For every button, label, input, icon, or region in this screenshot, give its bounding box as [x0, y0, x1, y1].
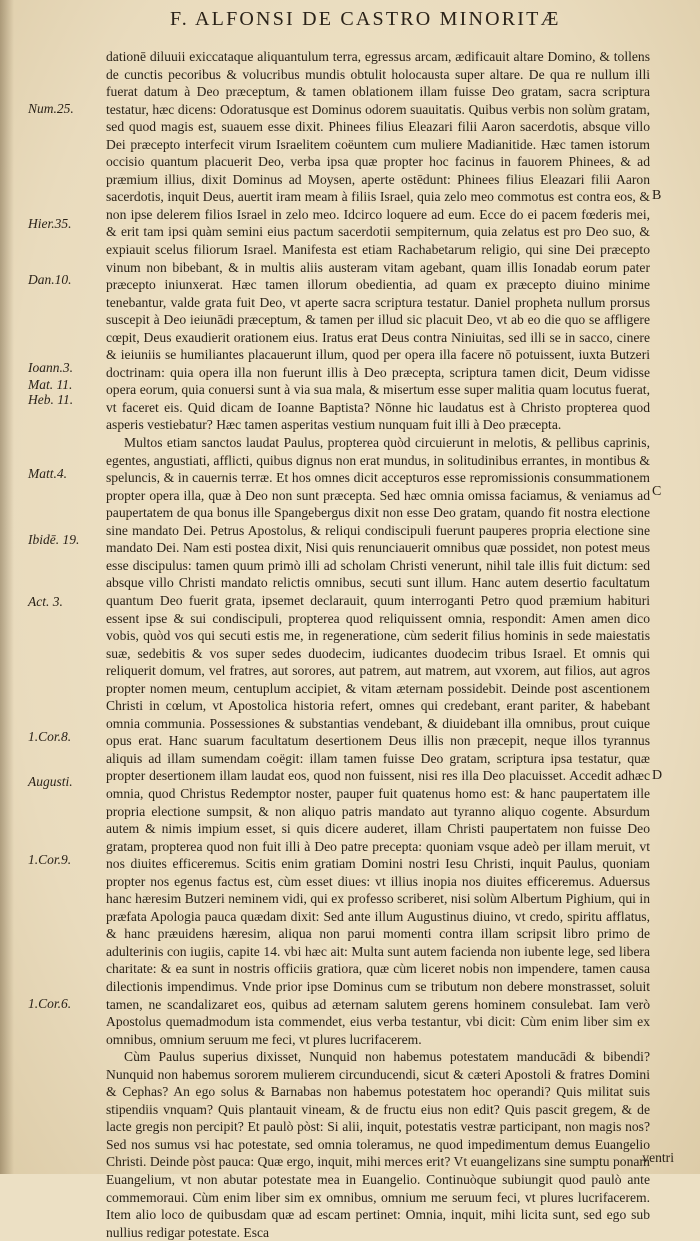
margin-note: Num.25.: [28, 101, 74, 116]
main-text-column: [106, 48, 650, 1241]
section-letters: [650, 0, 690, 1174]
section-letter: C: [652, 484, 662, 499]
paragraph: Multos etiam sanctos laudat Paulus, propterea quòd circuierunt in melotis, & pellibus caprinis, egentes, angustiati, afflicti, quibus dignus non erat mundus, in solitudinibus errantes, in montibus & speluncis, & in cauernis terræ. Et hos omnes dicit accepturos esse repromissionis consummationem propter opera illa, quæ à Deo non sunt præcepta. Sed hæc omnia omissa faciamus, & veniamus ad paupertatem de qua bonus ille Spangebergus dixit non esse Deo gratam, quando fit nostra electione sine mandato Dei. Petrus Apostolus, & reliqui condiscipuli fuerunt pauperes propria electione sine mandato Dei. Nam esti postea dixit, Nisi quis renunciauerit omnibus quæ possidet, non potest meus esse discipulus: tamen quum primò illi ad scholam Christi venerunt, nihil tale illis fuit dictum: sed absque villo Christi mandato relictis omnibus, secuti sunt illum. Hanc autem desertio facultatum quantum Deo fuerit grata, ipsemet declarauit, quum interroganti Petro quod præmium habituri essent ipse & sui condiscipuli, propterea quod reliquissent omnia, respondit: Amen amen dico vobis, quòd vos qui secuti estis me, in regeneratione, cùm sederit filius hominis in sede maiestatis suæ, sedebitis & vos super sedes duodecim, iudicantes duodecim tribus Israel. Et omnis qui reliquerit domum, vel fratres, aut sorores, aut patrem, aut matrem, aut vxorem, aut filios, aut agros propter nomen meum, centuplum accipiet, & vitam æternam possidebit. Deinde post ascentionem Christi in cœlum, vt Apostolica historia refert, omnes qui credebant, erant pariter, & habebant omnia communia. Possessiones & substantias vendebant, & diuidebant illa omnibus, prout cuique opus erat. Hanc suarum facultatum desertionem Deus illis non præcepit, neque illos tyrannus aliquis ad illam sumendam coëgit: illam tamen fuisse Deo gratam, scriptura ipsa testatur, quæ propter desertionem illam laudat eos, quod non fuissent, nisi res illa Deo placuisset. Accedit adhæc omnia, quod Christus Redemptor noster, pauper fuit quatenus homo est: & hanc paupertatem ille propria electione sumpsit, & non aliquo patris mandato aut tyranno aliquo cogente. Absurdum autem & nimis impium esset, si quis dicere auderet, illam Christi paupertatem non fuisse Deo gratam, propterea quod non fuit illi à Deo patre precepta: quoniam vsque adeò per illam meruit, vt nos diuites efficeremus. Scitis enim gratiam Domini nostri Iesu Christi, inquit Paulus, quoniam propter nos egenus factus est, cùm esset diues: vt illius inopia nos diuites efficeremus. Aduersus hanc hæresim Butzeri neminem vidi, qui ex professo scriberet, nisi solùm Albertum Pighium, qui in præfata Apologia pauca quædam dixit: Sed ante illum Augustinus diuino, vt credo, spiritu afflatus, & hanc præuidens hæresim, aliqua non parui momenti contra illam scripsit libro primo de adulterinis con iugiis, capite 14. vbi hæc ait: Multa sunt autem facienda non iubente lege, sed libera charitate: & ea sunt in nostris officiis gratiora, quæ cùm liceret nobis non impendere, tamen causa dilectionis impendimus. Vnde prior ipse Dominus cum se tributum non debere monstrasset, soluit tamen, ne scandalizaret eos, quibus ad æternam salutem gerens hominem consulebat. Iam verò Apostolus quemadmodum ista commendet, eius verba testantur, vbi dicit: Cùm enim liber sim ex omnibus, omnium seruum me feci, vt plures lucrifacerem.: [106, 435, 650, 1047]
margin-note: Augusti.: [28, 774, 73, 789]
margin-note: 1.Cor.8.: [28, 729, 72, 744]
margin-note: Dan.10.: [28, 272, 72, 287]
margin-note: Heb. 11.: [28, 392, 74, 407]
margin-notes: [0, 0, 100, 1174]
section-letter: B: [652, 188, 662, 203]
margin-note: 1.Cor.6.: [28, 996, 72, 1011]
paragraph: Cùm Paulus superius dixisset, Nunquid non habemus potestatem manducādi & bibendi? Nunquid non habemus sororem mulierem circunducendi, sicut & cæteri Apostoli & fratres Domini & Cephas? An ego solus & Barnabas non habemus potestatem hoc operandi? Quis militat suis stipendiis vnquam? Quis plantauit vineam, & de fructu eius non edit? Quis pascit gregem, & de lacte gregis non percipit? Et paulò pòst: Si alii, inquit, potestatis vestræ participant, non magis nos? Sed nos sumus vsi hac potestate, sed omnia toleramus, ne quod impedimentum demus Euangelio Christi. Deinde pòst pauca: Quæ ergo, inquit, mihi merces erit? Vt euangelizans sine sumptu ponam Euangelium, vt non abutar potestate mea in Euangelio. Continuòque subiungit quod paulò ante commemoraui. Cùm enim liber sim ex omnibus, omnium me seruum feci, vt plures lucrifacerem. Item alio loco de quibusdam quæ ad escam pertinet: Omnia, inquit, mihi licita sunt, sed ego sub nullius redigar potestate. Esca: [106, 1049, 650, 1240]
margin-note: Hier.35.: [28, 216, 72, 231]
section-letter: D: [652, 768, 663, 783]
margin-note: 1.Cor.9.: [28, 852, 72, 867]
margin-note: Ibidē. 19.: [28, 532, 80, 547]
margin-note: Ioann.3.: [28, 360, 73, 375]
catchword: ventri: [642, 1150, 674, 1165]
margin-note: Act. 3.: [28, 594, 63, 609]
paragraph: dationē diluuii exiccataque aliquantulum terra, egressus arcam, ædificauit altare Domino, & tollens de cunctis pecoribus & volucribus mundis obtulit holocausta super altare. De qua re nullum illi fuerat datum à Deo præceptum, & tamen oblationem illam fuisse Deo gratam, sacra scriptura testatur, hæc dicens: Odoratusque est Dominus odorem suauitatis. Quibus verbis non solùm gratam, sed quod magis est, suauem esse dixit. Phinees filius Eleazari filii Aaron sacerdotis, absque villo Dei præcepto interfecit virum Israelitem coëuntem cum muliere Madianitide. Hæc tamen istorum occisio quantum placuerit Deo, verba ipsa quæ propter hoc facinus in fauorem Phinees, & ad præmium illius, dixit Dominus ad Moysen, aperte ostēdunt: Phinees filius Eleazari filii Aaron sacerdotis, inquit Deus, auertit iram meam à filiis Israel, quia zelo meo commotus est contra eos, & non ipse delerem filios Israel in zelo meo. Idcirco loquere ad eum. Ecce do ei pacem fœderis mei, & erit tam ipsi quàm semini eius pactum sacerdotii sempiternum, quia zelatus est pro Deo suo, & expiauit scelus filiorum Israel. Manifesta est etiam Rachabetarum religio, qui sine Dei præcepto vinum non bibebant, & in multis aliis austeram vitam agebant, quam illis Ionadab eorum pater præcepto iniunxerat. Hæc tamen illorum obedientia, ad quam ex præcepto diuino minime tenebantur, valde grata fuit Deo, vt aperte sacra scriptura testatur. Daniel propheta nullum prorsus suscepit à Deo ieiunādi præceptum, & tamen per illud sic placuit Deo, vt ab eo die quo se affligere cœpit, Deus exaudierit orationem eius. Iratus erat Deus contra Niniuitas, sed illi se in sacco, cinere & ieiuniis se humiliantes placauerunt illum, quod per opera illa facere nō potuissent, iuxta Butzeri doctrinam: quia opera illa non fuerunt illis à Deo præcepta, scriptura tamen dicit, Deum vidisse opera eorum, quia conuersi sunt à via sua mala, & misertum esse super malitia quam locutus fuerat, vt faceret eis. Quid dicam de Ioanne Baptista? Nōnne hic laudatus est à Christo propterea quod asperis vestiebatur? Hæc tamen asperitas vestium nunquam fuit illi à Deo præcepta.: [106, 49, 650, 433]
running-title: F. ALFONSI DE CASTRO MINORITÆ: [170, 8, 561, 30]
margin-note: Mat. 11.: [28, 377, 73, 392]
margin-note: Matt.4.: [28, 466, 67, 481]
